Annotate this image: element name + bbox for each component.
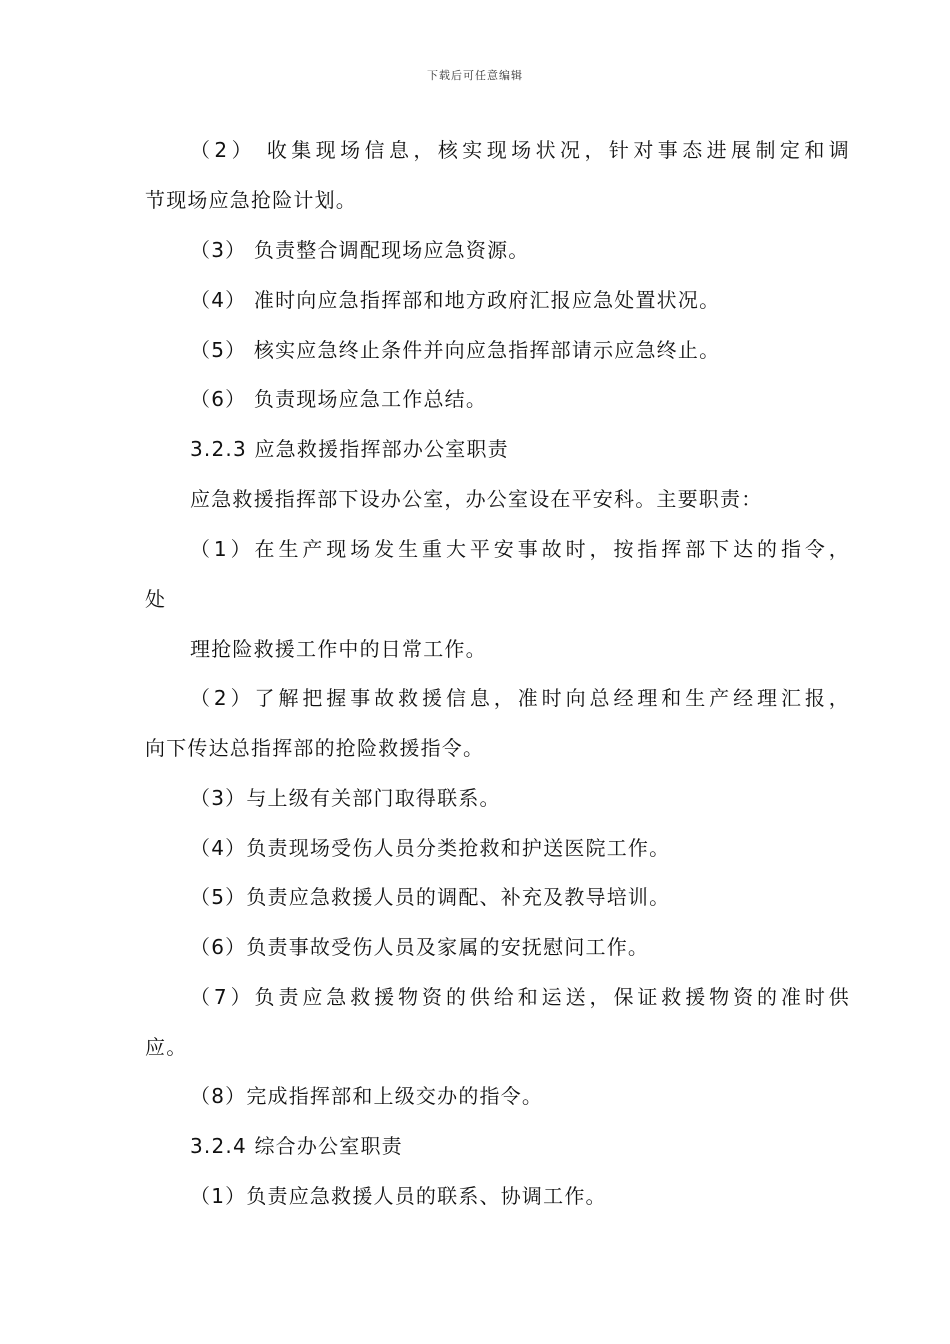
paragraph-line: 理抢险救援工作中的日常工作。 xyxy=(190,637,487,661)
section-heading: 3.2.3 应急救援指挥部办公室职责 xyxy=(190,437,509,461)
paragraph-line: （2） 收集现场信息，核实现场状况，针对事态进展制定和调 xyxy=(190,138,850,162)
paragraph-line: （3）与上级有关部门取得联系。 xyxy=(190,786,501,810)
paragraph-line: （1）在生产现场发生重大平安事故时，按指挥部下达的指令， xyxy=(190,537,850,561)
page-header: 下载后可任意编辑 xyxy=(427,69,523,82)
paragraph-line: 向下传达总指挥部的抢险救援指令。 xyxy=(145,736,485,760)
paragraph-line: 处 xyxy=(145,587,167,611)
paragraph-line: （7）负责应急救援物资的供给和运送，保证救援物资的准时供 xyxy=(190,985,850,1009)
paragraph-line: （8）完成指挥部和上级交办的指令。 xyxy=(190,1084,544,1108)
paragraph-line: 应。 xyxy=(145,1035,188,1059)
paragraph-line: （6） 负责现场应急工作总结。 xyxy=(190,387,488,411)
section-heading: 3.2.4 综合办公室职责 xyxy=(190,1134,403,1158)
paragraph-line: （6）负责事故受伤人员及家属的安抚慰问工作。 xyxy=(190,935,650,959)
paragraph-line: （5）负责应急救援人员的调配、补充及教导培训。 xyxy=(190,885,671,909)
paragraph-line: （5） 核实应急终止条件并向应急指挥部请示应急终止。 xyxy=(190,338,721,362)
paragraph-line: （1）负责应急救援人员的联系、协调工作。 xyxy=(190,1184,607,1208)
paragraph-line: （4）负责现场受伤人员分类抢救和护送医院工作。 xyxy=(190,836,671,860)
paragraph-line: 应急救援指挥部下设办公室，办公室设在平安科。主要职责： xyxy=(190,487,763,511)
paragraph-line: （4） 准时向应急指挥部和地方政府汇报应急处置状况。 xyxy=(190,288,721,312)
paragraph-line: （2）了解把握事故救援信息，准时向总经理和生产经理汇报， xyxy=(190,686,850,710)
paragraph-line: 节现场应急抢险计划。 xyxy=(145,188,357,212)
paragraph-line: （3） 负责整合调配现场应急资源。 xyxy=(190,238,530,262)
